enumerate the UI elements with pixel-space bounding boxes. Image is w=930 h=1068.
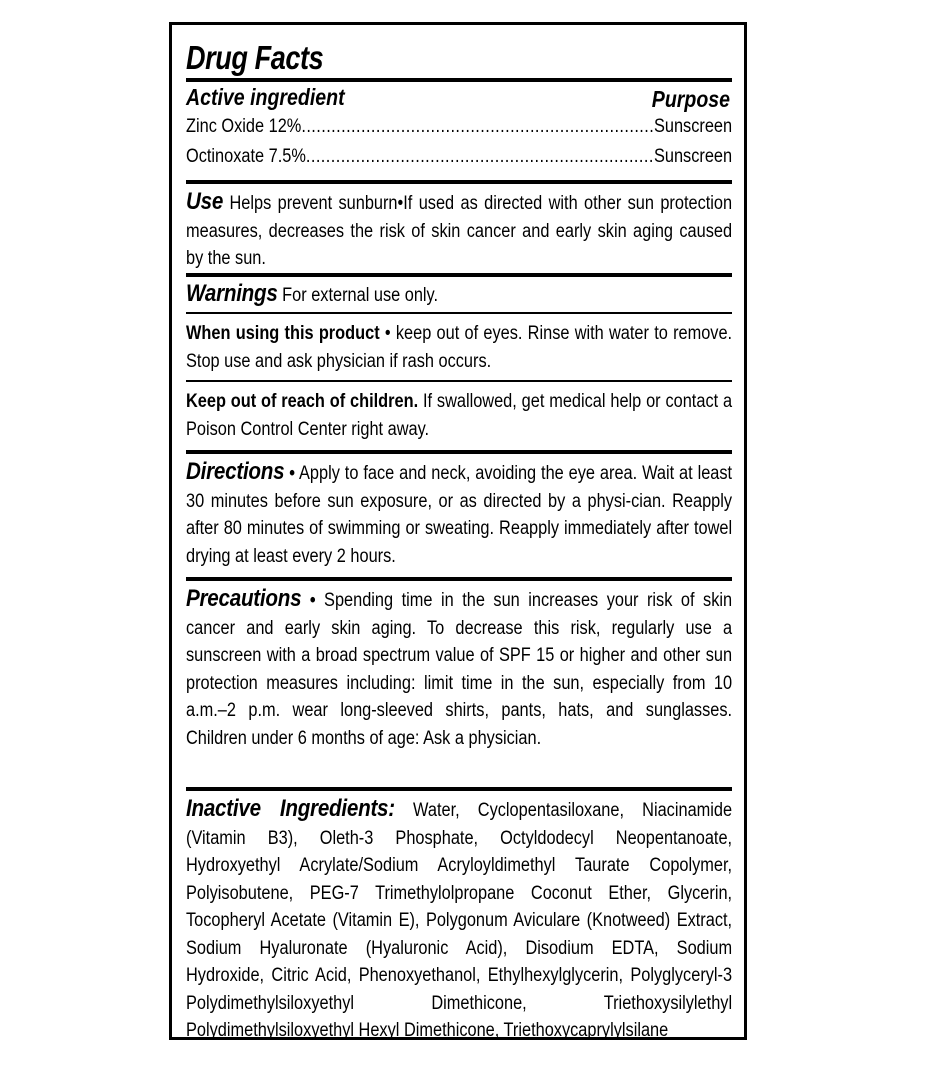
- use-heading: Use: [186, 188, 224, 215]
- purpose-heading: Purpose: [651, 86, 730, 112]
- bullet-icon: •: [289, 463, 296, 484]
- precautions-text: Spending time in the sun increases your risk of skin cancer and early skin aging. To decrease this risk, regularly use a sunscreen with a broad spectrum value of SPF 15 or higher and other sun protection measures including: limit time in the sun, especially from 10 a.m.–2 p.m. wear long-sleeved shirts, pants, hats, and sunglasses. Children under 6 months of age: Ask a physician.: [186, 590, 733, 749]
- active-ingredient-heading: Active ingredient: [186, 84, 345, 110]
- warnings-section: [186, 277, 732, 310]
- precautions-heading: Precautions: [186, 585, 302, 612]
- leader-dots: [306, 142, 654, 172]
- ingredient-purpose: Sunscreen: [653, 116, 733, 137]
- drug-facts-title: Drug Facts: [186, 39, 324, 76]
- use-section: [186, 184, 732, 271]
- keep-out-label: Keep out of reach of children.: [186, 391, 419, 412]
- inactive-ingredients-section: [186, 791, 732, 1045]
- bullet-icon: •: [397, 193, 404, 214]
- directions-section: [186, 454, 732, 570]
- keep-out-section: [186, 382, 732, 442]
- leader-dots: [301, 112, 654, 142]
- precautions-section: [186, 581, 732, 780]
- directions-text: Apply to face and neck, avoiding the eye area. Wait at least 30 minutes before sun exposure, or as directed by a physi-cian. Reapply after 80 minutes of swimming or sweating. Reapply immediately after towel drying at least every 2 hours.: [186, 463, 733, 567]
- active-ingredient-header: [186, 82, 732, 112]
- when-using-section: [186, 314, 732, 374]
- warnings-text: For external use only.: [282, 285, 439, 306]
- ingredient-row: [186, 112, 732, 142]
- when-using-label: When using this product: [186, 323, 380, 344]
- ingredient-purpose: Sunscreen: [653, 146, 733, 167]
- use-text-1: Helps prevent sunburn: [229, 193, 398, 214]
- bullet-icon: •: [309, 590, 316, 611]
- when-using-text: • keep out of eyes. Rinse with water to remove. Stop use and ask physician if rash occurs.: [186, 323, 733, 372]
- use-text-2: If used as directed with other sun protection measures, decreases the risk of skin cancer and early skin aging caused by the sun.: [186, 193, 733, 269]
- directions-heading: Directions: [186, 458, 285, 485]
- ingredient-name: Zinc Oxide 12%: [186, 116, 302, 137]
- drug-facts-content: [186, 25, 732, 1045]
- inactive-ingredients-heading: Inactive Ingredients:: [186, 795, 395, 822]
- active-ingredient-list: [186, 112, 732, 172]
- warnings-heading: Warnings: [186, 280, 278, 307]
- inactive-ingredients-text: Water, Cyclopentasiloxane, Niacinamide (Vitamin B3), Oleth-3 Phosphate, Octyldodecyl Neopentanoate, Hydroxyethyl Acrylate/Sodium Acryloyldimethyl Taurate Copolymer, Polyisobutene, PEG-7 Trimethylolpropane Coconut Ether, Glycerin, Tocopheryl Acetate (Vitamin E), Polygonum Aviculare (Knotweed) Extract, Sodium Hyaluronate (Hyaluronic Acid), Disodium EDTA, Sodium Hydroxide, Citric Acid, Phenoxyethanol, Ethylhexylglycerin, Polyglyceryl-3 Polydimethylsiloxyethyl Dimethicone, Triethoxysilylethyl Polydimethylsiloxyethyl Hexyl Dimethicone, Triethoxycaprylylsilane: [186, 800, 733, 1041]
- keep-out-text: If swallowed, get medical help or contact a Poison Control Center right away.: [186, 391, 733, 440]
- ingredient-name: Octinoxate 7.5%: [186, 146, 306, 167]
- ingredient-row: [186, 142, 732, 172]
- drug-facts-panel: [169, 22, 747, 1040]
